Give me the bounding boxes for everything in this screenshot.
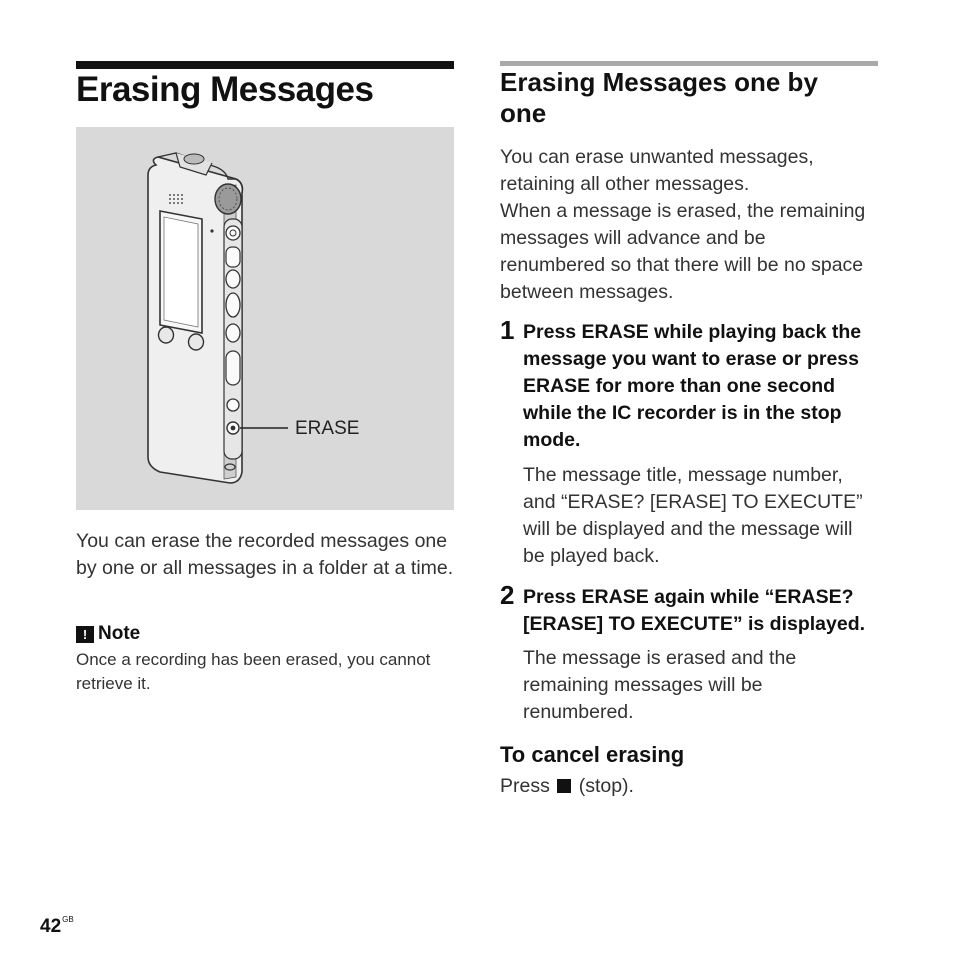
- section-intro: [500, 144, 875, 306]
- page-number-value: 42: [40, 916, 62, 937]
- cancel-stop-label: (stop).: [578, 775, 634, 797]
- step-1-body: The message title, message number, and “ERASE? [ERASE] TO EXECUTE” will be displayed and the message will be played back.: [523, 464, 863, 567]
- note-icon: !: [76, 626, 94, 643]
- page-number: [40, 908, 74, 939]
- note-text: Once a recording has been erased, you cannot retrieve it.: [76, 650, 431, 693]
- section-title: Erasing Messages one by one: [500, 67, 818, 128]
- ic-recorder-illustration: [76, 127, 454, 510]
- note-heading-text: Note: [98, 623, 141, 644]
- step-2-number: 2: [500, 580, 515, 610]
- erase-callout-label: ERASE: [295, 418, 360, 439]
- section-intro-line-1: You can erase unwanted messages, retaining all other messages.: [500, 146, 814, 195]
- cancel-heading: To cancel erasing: [500, 742, 685, 767]
- page-title: Erasing Messages: [76, 70, 374, 109]
- note-heading: [76, 622, 140, 646]
- page-number-suffix: GB: [62, 915, 74, 924]
- cancel-text: [500, 773, 634, 800]
- step-1-number: 1: [500, 315, 515, 345]
- step-2-body: The message is erased and the remaining messages will be renumbered.: [523, 647, 797, 723]
- cancel-press-text: Press: [500, 775, 550, 797]
- intro-paragraph: You can erase the recorded messages one by one or all messages in a folder at a time.: [76, 530, 454, 579]
- step-1-title: Press ERASE while playing back the message you want to erase or press ERASE for more than one second while the IC recorder is in the stop mode.: [523, 321, 862, 451]
- step-2-title: Press ERASE again while “ERASE? [ERASE] TO EXECUTE” is displayed.: [523, 586, 866, 635]
- section-intro-line-2: When a message is erased, the remaining messages will advance and be renumbered so that there will be no space between messages.: [500, 200, 866, 303]
- section-rule: [500, 61, 878, 66]
- recorder-figure: [76, 127, 454, 510]
- stop-icon: [557, 779, 571, 793]
